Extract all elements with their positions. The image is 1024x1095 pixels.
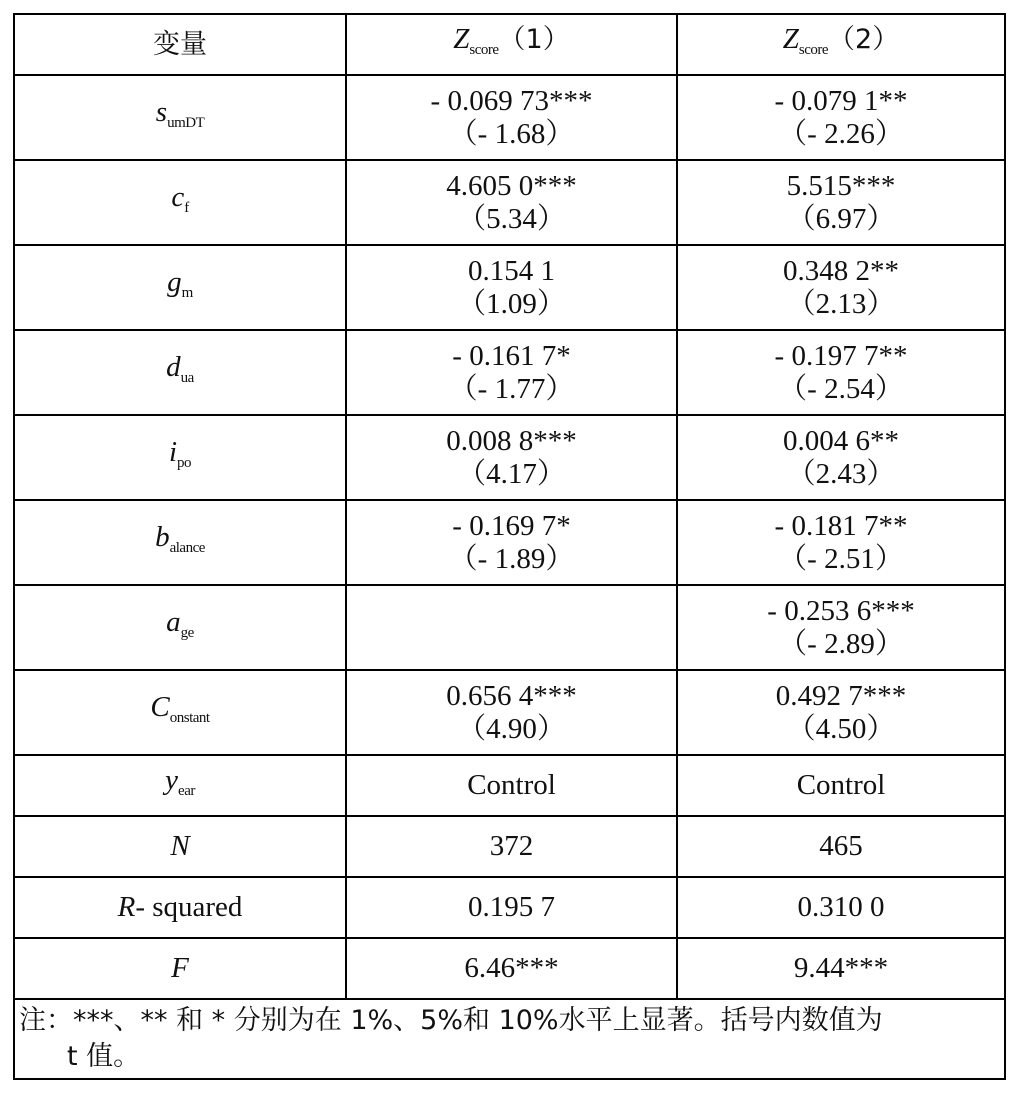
- model-1-cell: 6.46***: [346, 938, 677, 999]
- variable-cell: $y_{ear}$: [15, 755, 346, 816]
- variable-cell: $i_{po}$: [15, 415, 346, 500]
- model-2-cell: 465: [677, 816, 1004, 877]
- table-row: [15, 245, 1004, 330]
- model-2-cell: Control: [677, 755, 1004, 816]
- model-2-cell: 0.004 6** （2.43）: [677, 415, 1004, 500]
- n-row: [15, 816, 1004, 877]
- table-row: [15, 670, 1004, 755]
- r-squared-row: [15, 877, 1004, 938]
- variable-cell: $g_m$: [15, 245, 346, 330]
- header-row: [15, 15, 1004, 75]
- table-row: [15, 585, 1004, 670]
- model-2-cell: - 0.253 6*** （- 2.89）: [677, 585, 1004, 670]
- variable-cell: $c_f$: [15, 160, 346, 245]
- note-line-2: t 值。: [67, 1041, 141, 1072]
- model-2-cell: - 0.079 1** （- 2.26）: [677, 75, 1004, 160]
- model-2-cell: 0.492 7*** （4.50）: [677, 670, 1004, 755]
- variable-cell: $C_{onstant}$: [15, 670, 346, 755]
- header-model-2: $Z_{score}(2)$: [677, 15, 1004, 75]
- variable-cell: N: [15, 816, 346, 877]
- model-1-cell: 372: [346, 816, 677, 877]
- model-1-cell: 0.195 7: [346, 877, 677, 938]
- model-2-cell: 0.348 2** （2.13）: [677, 245, 1004, 330]
- regression-table: [15, 15, 1004, 1000]
- model-1-cell: Control: [346, 755, 677, 816]
- variable-cell: $a_{ge}$: [15, 585, 346, 670]
- model-1-cell: 0.008 8*** （4.17）: [346, 415, 677, 500]
- model-1-cell: - 0.069 73*** （- 1.68）: [346, 75, 677, 160]
- header-model-1: $Z_{score}(1)$: [346, 15, 677, 75]
- model-2-cell: 9.44***: [677, 938, 1004, 999]
- model-1-cell: - 0.169 7* （- 1.89）: [346, 500, 677, 585]
- variable-cell: $d_{ua}$: [15, 330, 346, 415]
- table-note: [19, 1003, 999, 1075]
- model-2-cell: 0.310 0: [677, 877, 1004, 938]
- variable-cell: R- squared: [15, 877, 346, 938]
- table-row: [15, 330, 1004, 415]
- model-1-cell: 0.154 1 （1.09）: [346, 245, 677, 330]
- variable-cell: $s_{umDT}$: [15, 75, 346, 160]
- year-row: [15, 755, 1004, 816]
- model-2-cell: - 0.197 7** （- 2.54）: [677, 330, 1004, 415]
- regression-table-frame: [13, 13, 1006, 1080]
- variable-cell: $b_{alance}$: [15, 500, 346, 585]
- note-line-1: 注：***、** 和 * 分别为在 1%、5%和 10%水平上显著。括号内数值为: [19, 1005, 883, 1036]
- f-row: [15, 938, 1004, 999]
- model-2-cell: 5.515*** （6.97）: [677, 160, 1004, 245]
- model-1-cell: 0.656 4*** （4.90）: [346, 670, 677, 755]
- table-row: [15, 75, 1004, 160]
- model-1-cell: 4.605 0*** （5.34）: [346, 160, 677, 245]
- table-row: [15, 160, 1004, 245]
- model-1-cell: - 0.161 7* （- 1.77）: [346, 330, 677, 415]
- table-row: [15, 500, 1004, 585]
- model-2-cell: - 0.181 7** （- 2.51）: [677, 500, 1004, 585]
- header-variable: 变量: [15, 15, 346, 75]
- table-row: [15, 415, 1004, 500]
- model-1-cell: [346, 585, 677, 670]
- variable-cell: F: [15, 938, 346, 999]
